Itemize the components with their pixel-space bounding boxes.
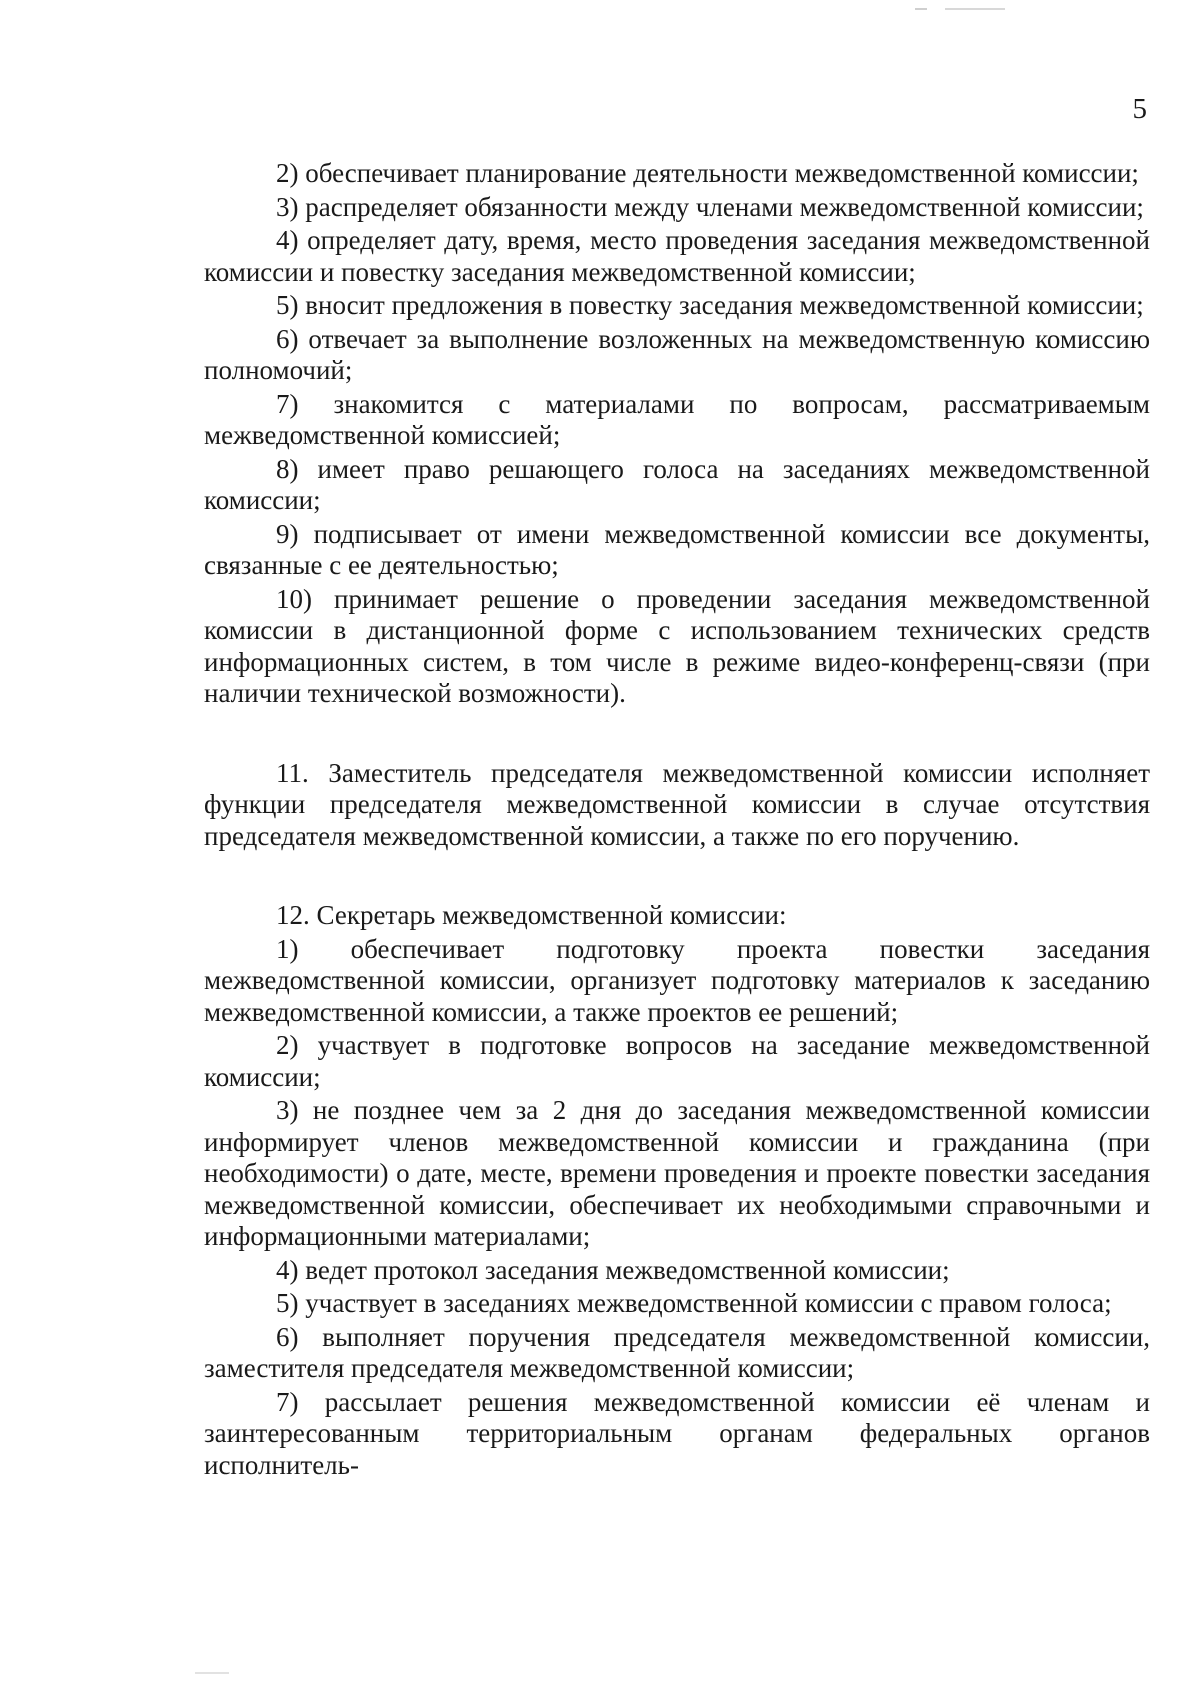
clause-12-heading: 12. Секретарь межведомственной комиссии: [276,900,787,930]
secretary-item-2: 2) участвует в подготовке вопросов на заседание межведомственной комиссии; [204,1030,1150,1092]
scan-artifact-top [915,8,1005,10]
chairman-item-5: 5) вносит предложения в повестку заседания межведомственной комиссии; [276,290,1144,320]
chairman-item-7: 7) знакомится с материалами по вопросам, рассматриваемым межведомственной комиссией; [204,388,1150,450]
chairman-item-4: 4) определяет дату, время, место проведения заседания межведомственной комиссии и повестку заседания межведомственной комиссии; [204,225,1150,287]
document-body [204,158,1150,1483]
chairman-item-9: 9) подписывает от имени межведомственной комиссии все документы, связанные с ее деятельностью; [204,518,1150,580]
chairman-item-8: 8) имеет право решающего голоса на заседаниях межведомственной комиссии; [204,453,1150,515]
scan-artifact-bottom [195,1672,229,1674]
chairman-item-2: 2) обеспечивает планирование деятельности межведомственной комиссии; [276,158,1139,188]
secretary-item-5: 5) участвует в заседаниях межведомственной комиссии с правом голоса; [276,1288,1112,1318]
secretary-item-3: 3) не позднее чем за 2 дня до заседания межведомственной комиссии информирует членов межведомственной комиссии и гражданина (при необходимости) о дате, месте, времени проведения и проекте повестки заседания межведомственной комиссии, обеспечивает их необходимыми справочными и информационными материалами; [204,1095,1150,1251]
chairman-item-3: 3) распределяет обязанности между членами межведомственной комиссии; [276,191,1144,222]
section-gap [204,854,1150,900]
secretary-item-1: 1) обеспечивает подготовку проекта повестки заседания межведомственной комиссии, организует подготовку материалов к заседанию межведомственной комиссии, а также проектов ее решений; [204,933,1150,1027]
section-gap [204,712,1150,758]
secretary-item-6: 6) выполняет поручения председателя межведомственной комиссии, заместителя председателя межведомственной комиссии; [204,1321,1150,1383]
secretary-item-7: 7) рассылает решения межведомственной комиссии её членам и заинтересованным территориальным органам федеральных органов исполнитель- [204,1386,1150,1480]
clause-11-deputy-chairman: 11. Заместитель председателя межведомственной комиссии исполняет функции председателя межведомственной комиссии в случае отсутствия председателя межведомственной комиссии, а также по его поручению. [204,757,1150,851]
page-number: 5 [1132,93,1147,125]
chairman-item-10: 10) принимает решение о проведении заседания межведомственной комиссии в дистанционной форме с использованием технических средств информационных систем, в том числе в режиме видео-конференц-связи (при наличии технической возможности). [204,583,1150,708]
secretary-item-4: 4) ведет протокол заседания межведомственной комиссии; [276,1254,950,1285]
chairman-item-6: 6) отвечает за выполнение возложенных на межведомственную комиссию полномочий; [204,323,1150,385]
